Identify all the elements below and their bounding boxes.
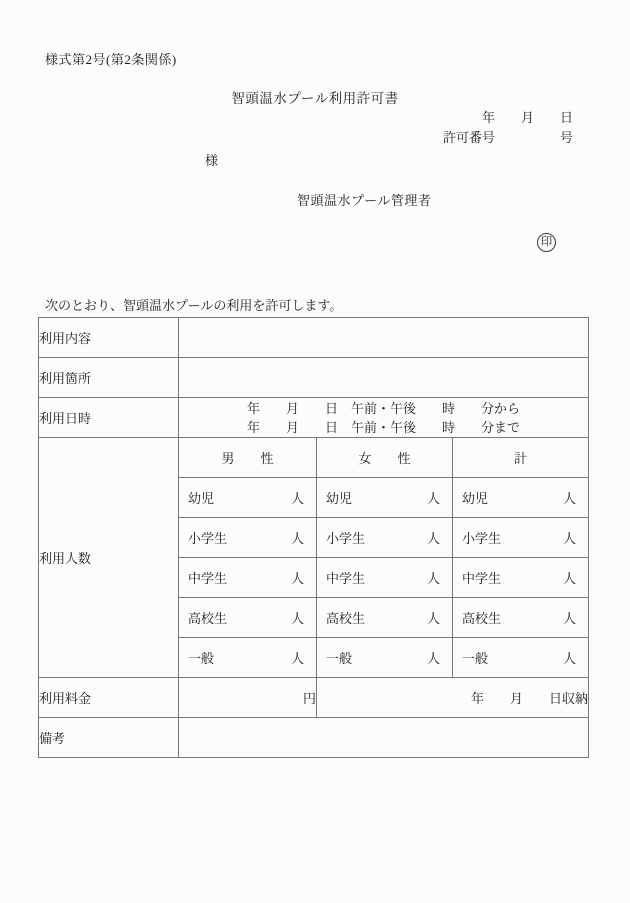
female-general-cell xyxy=(317,638,453,678)
male-infants-cell xyxy=(179,478,317,518)
row-usage-datetime xyxy=(39,398,589,438)
male-general-cell xyxy=(179,638,317,678)
column-header-male: 男 性 xyxy=(179,438,317,478)
column-header-female: 女 性 xyxy=(317,438,453,478)
category-label: 幼児 xyxy=(462,491,489,506)
unit-people: 人 xyxy=(426,491,440,506)
unit-people: 人 xyxy=(426,531,440,546)
notes-value-cell xyxy=(179,718,589,758)
permit-number-line: 許可番号 号 xyxy=(442,130,573,145)
category-label: 一般 xyxy=(326,651,353,666)
total-elementary-cell xyxy=(453,518,589,558)
usage-location-label: 利用箇所 xyxy=(39,358,179,398)
fee-amount-cell: 円 xyxy=(179,678,317,718)
female-elementary-cell xyxy=(317,518,453,558)
people-count-label: 利用人数 xyxy=(39,438,179,678)
unit-people: 人 xyxy=(563,531,577,546)
usage-location-value-cell xyxy=(179,358,589,398)
unit-people: 人 xyxy=(290,491,304,506)
category-label: 幼児 xyxy=(326,491,353,506)
issuer-title: 智頭温水プール管理者 xyxy=(297,193,432,208)
unit-people: 人 xyxy=(290,611,304,626)
unit-people: 人 xyxy=(290,651,304,666)
unit-people: 人 xyxy=(563,611,577,626)
seal-placeholder-icon xyxy=(537,233,556,252)
total-junior-high-cell xyxy=(453,558,589,598)
row-people-header xyxy=(39,438,589,478)
category-label: 高校生 xyxy=(462,611,502,626)
female-junior-high-cell xyxy=(317,558,453,598)
category-label: 小学生 xyxy=(326,531,366,546)
row-notes xyxy=(39,718,589,758)
category-label: 高校生 xyxy=(188,611,228,626)
fee-label: 利用料金 xyxy=(39,678,179,718)
female-infants-cell xyxy=(317,478,453,518)
category-label: 高校生 xyxy=(326,611,366,626)
addressee-suffix: 様 xyxy=(205,153,219,168)
category-label: 中学生 xyxy=(462,571,502,586)
category-label: 中学生 xyxy=(188,571,228,586)
permit-table xyxy=(38,317,589,758)
unit-people: 人 xyxy=(563,571,577,586)
category-label: 幼児 xyxy=(188,491,215,506)
male-elementary-cell xyxy=(179,518,317,558)
column-header-total: 計 xyxy=(453,438,589,478)
row-usage-location xyxy=(39,358,589,398)
unit-people: 人 xyxy=(290,531,304,546)
category-label: 小学生 xyxy=(462,531,502,546)
category-label: 一般 xyxy=(188,651,215,666)
category-label: 一般 xyxy=(462,651,489,666)
issue-date-line: 年 月 日 xyxy=(481,110,573,125)
intro-sentence: 次のとおり、智頭温水プールの利用を許可します。 xyxy=(45,298,343,313)
total-general-cell xyxy=(453,638,589,678)
form-number: 様式第2号(第2条関係) xyxy=(45,52,177,67)
unit-people: 人 xyxy=(563,491,577,506)
category-label: 小学生 xyxy=(188,531,228,546)
document-title: 智頭温水プール利用許可書 xyxy=(231,91,399,106)
unit-people: 人 xyxy=(426,611,440,626)
male-high-school-cell xyxy=(179,598,317,638)
male-junior-high-cell xyxy=(179,558,317,598)
total-high-school-cell xyxy=(453,598,589,638)
unit-people: 人 xyxy=(426,571,440,586)
usage-content-label: 利用内容 xyxy=(39,318,179,358)
total-infants-cell xyxy=(453,478,589,518)
datetime-to-line: 年 月 日 午前・午後 時 分まで xyxy=(247,419,521,435)
datetime-from-line: 年 月 日 午前・午後 時 分から xyxy=(247,400,521,416)
unit-people: 人 xyxy=(563,651,577,666)
seal-character: 印 xyxy=(540,235,553,248)
usage-datetime-label: 利用日時 xyxy=(39,398,179,438)
notes-label: 備考 xyxy=(39,718,179,758)
unit-people: 人 xyxy=(290,571,304,586)
fee-received-cell: 年 月 日収納 xyxy=(317,678,589,718)
usage-datetime-value-cell xyxy=(179,398,589,438)
category-label: 中学生 xyxy=(326,571,366,586)
unit-people: 人 xyxy=(426,651,440,666)
row-usage-content xyxy=(39,318,589,358)
female-high-school-cell xyxy=(317,598,453,638)
usage-content-value-cell xyxy=(179,318,589,358)
row-fee xyxy=(39,678,589,718)
